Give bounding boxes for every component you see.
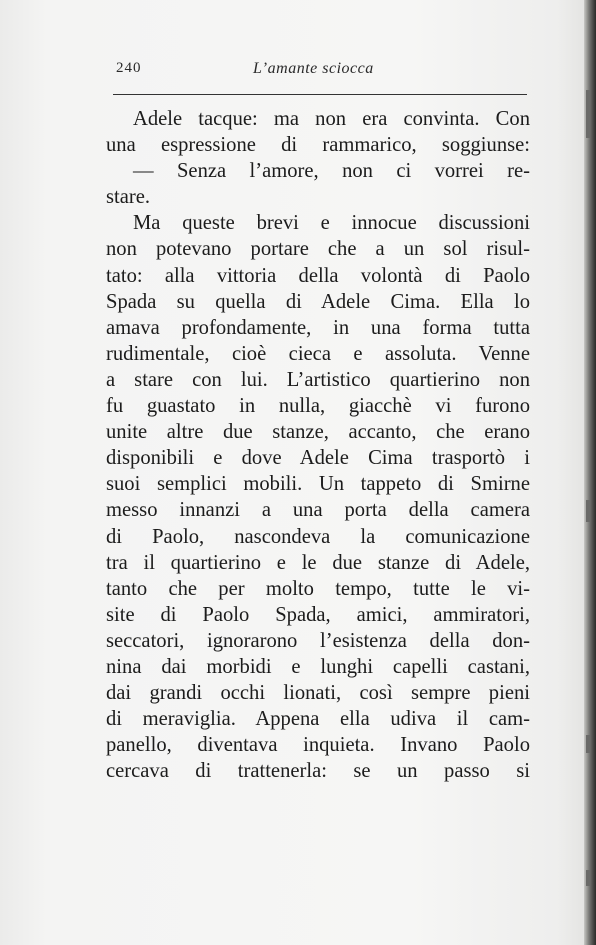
text-line: una espressione di rammarico, soggiunse: — [106, 134, 530, 157]
text-line: nina dai morbidi e lunghi capelli castani, — [106, 655, 530, 678]
text-line: unite altre due stanze, accanto, che erano — [106, 421, 530, 444]
text-line: stare. — [106, 186, 151, 209]
text-line: site di Paolo Spada, amici, ammiratori, — [106, 603, 530, 626]
text-line: Ma queste brevi e innocue discussioni — [133, 212, 530, 235]
text-line: disponibili e dove Adele Cima trasportò i — [106, 447, 530, 470]
text-line: non potevano portare che a un sol risul- — [106, 238, 530, 261]
text-line: — Senza l’amore, non ci vorrei re- — [133, 160, 530, 183]
text-line: panello, diventava inquieta. Invano Paolo — [106, 734, 530, 757]
text-line: di Paolo, nascondeva la comunicazione — [106, 525, 530, 548]
text-line: dai grandi occhi lionati, così sempre pieni — [106, 682, 530, 705]
text-line: tra il quartierino e le due stanze di Adele, — [106, 551, 530, 574]
text-line: Spada su quella di Adele Cima. Ella lo — [106, 290, 530, 313]
body-text — [106, 106, 530, 784]
running-title: L’amante sciocca — [253, 60, 374, 77]
page-header — [113, 58, 527, 88]
text-line: suoi semplici mobili. Un tappeto di Smirne — [106, 473, 530, 496]
binding-mark — [586, 90, 590, 138]
text-line: amava profondamente, in una forma tutta — [106, 316, 530, 339]
book-binding-edge — [584, 0, 596, 945]
text-line: tanto che per molto tempo, tutte le vi- — [106, 577, 530, 600]
text-line: seccatori, ignorarono l’esistenza della don- — [106, 629, 530, 652]
text-line: cercava di trattenerla: se un passo si — [106, 760, 530, 783]
text-line: rudimentale, cioè cieca e assoluta. Venne — [106, 342, 530, 365]
text-line: messo innanzi a una porta della camera — [106, 499, 530, 522]
text-line: di meraviglia. Appena ella udiva il cam- — [106, 708, 530, 731]
page-number: 240 — [116, 60, 142, 76]
text-line: tato: alla vittoria della volontà di Paolo — [106, 264, 530, 287]
binding-mark — [586, 870, 590, 886]
binding-mark — [586, 735, 590, 753]
header-rule — [113, 94, 527, 95]
text-line: fu guastato in nulla, giacchè vi furono — [106, 395, 530, 418]
text-line: Adele tacque: ma non era convinta. Con — [133, 108, 530, 130]
text-line: a stare con lui. L’artistico quartierino non — [106, 368, 530, 391]
binding-mark — [586, 500, 590, 522]
